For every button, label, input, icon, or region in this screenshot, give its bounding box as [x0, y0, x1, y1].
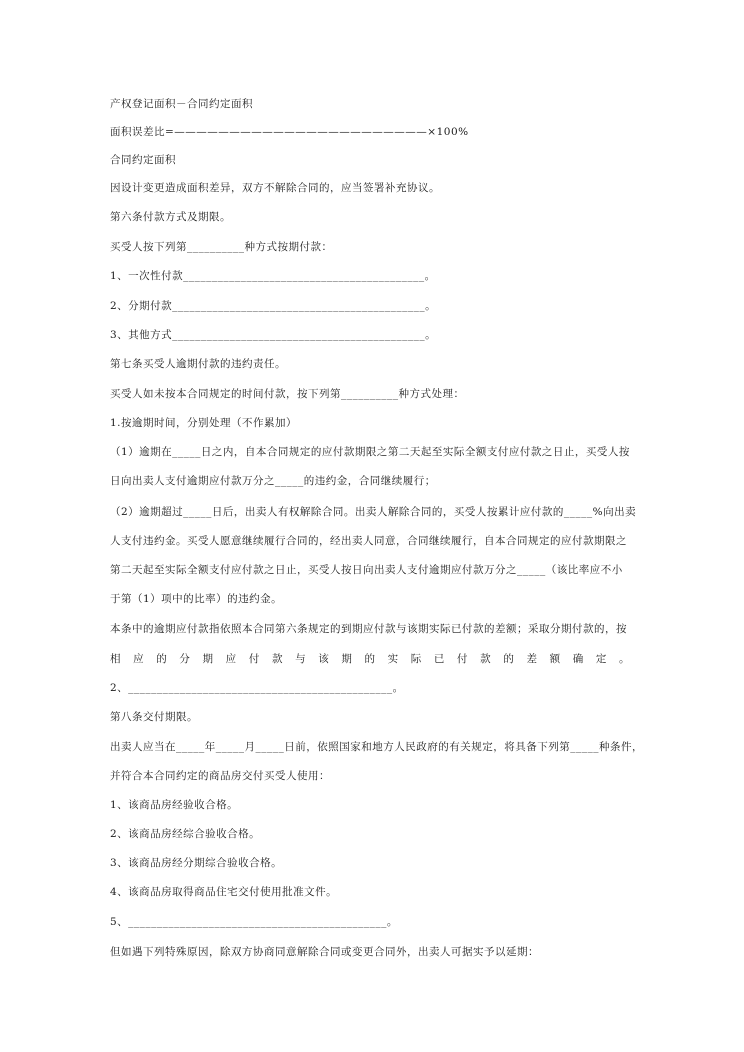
list-item: 3、其他方式____________________________________________。: [110, 329, 437, 341]
paragraph: 1.按逾期时间，分别处理（不作累加）: [110, 417, 298, 429]
paragraph: 人支付违约金。买受人愿意继续履行合同的，经出卖人同意，合同继续履行，自本合同规定的应付款期限之: [110, 535, 627, 547]
list-item: 1、该商品房经验收合格。: [110, 799, 239, 811]
list-item: 3、该商品房经分期综合验收合格。: [110, 857, 283, 869]
article-heading-8: 第八条交付期限。: [110, 711, 198, 723]
list-item: 5、_____________________________________________。: [110, 916, 398, 928]
paragraph: （1）逾期在_____日之内，自本合同规定的应付款期限之第二天起至实际全额支付应付款之日止，买受人按: [110, 446, 630, 458]
paragraph: 第二天起至实际全额支付应付款之日止，买受人按日向出卖人支付逾期应付款万分之_____（该比率应不小: [110, 564, 623, 576]
formula-line: 面积误差比=———————————————————————×100%: [110, 126, 469, 138]
paragraph-justified: 相应的分期应付款与该期的实际已付款的差额确定。: [110, 653, 630, 665]
paragraph: 出卖人应当在_____年_____月_____日前，依照国家和地方人民政府的有关规定，将具备下列第_____种条件，: [110, 741, 643, 753]
paragraph: 并符合本合同约定的商品房交付买受人使用：: [110, 770, 330, 782]
list-item: 4、该商品房取得商品住宅交付使用批准文件。: [110, 886, 338, 898]
paragraph: 但如遇下列特殊原因，除双方协商同意解除合同或变更合同外，出卖人可据实予以延期：: [110, 946, 539, 958]
paragraph: 因设计变更造成面积差异，双方不解除合同的，应当签署补充协议。: [110, 182, 440, 194]
paragraph: 日向出卖人支付逾期应付款万分之_____的违约金，合同继续履行；: [110, 475, 436, 487]
paragraph: 买受人如未按本合同规定的时间付款，按下列第__________种方式处理：: [110, 388, 465, 400]
article-heading-7: 第七条买受人逾期付款的违约责任。: [110, 358, 286, 370]
formula-numerator: 产权登记面积－合同约定面积: [110, 98, 253, 110]
formula-denominator: 合同约定面积: [110, 154, 176, 166]
paragraph: 本条中的逾期应付款指依照本合同第六条规定的到期应付款与该期实际已付款的差额；采取分期付款的，按: [110, 623, 627, 635]
paragraph: 于第（1）项中的比率）的违约金。: [110, 593, 283, 605]
list-item: 1、一次性付款__________________________________________。: [110, 270, 436, 282]
list-item: 2、该商品房经综合验收合格。: [110, 828, 261, 840]
list-item: 2、______________________________________________。: [110, 682, 404, 694]
paragraph: 买受人按下列第__________种方式按期付款：: [110, 241, 333, 253]
list-item: 2、分期付款____________________________________________。: [110, 300, 437, 312]
article-heading-6: 第六条付款方式及期限。: [110, 211, 231, 223]
paragraph: （2）逾期超过_____日后，出卖人有权解除合同。出卖人解除合同的，买受人按累计应付款的_____%向出卖: [110, 506, 637, 518]
